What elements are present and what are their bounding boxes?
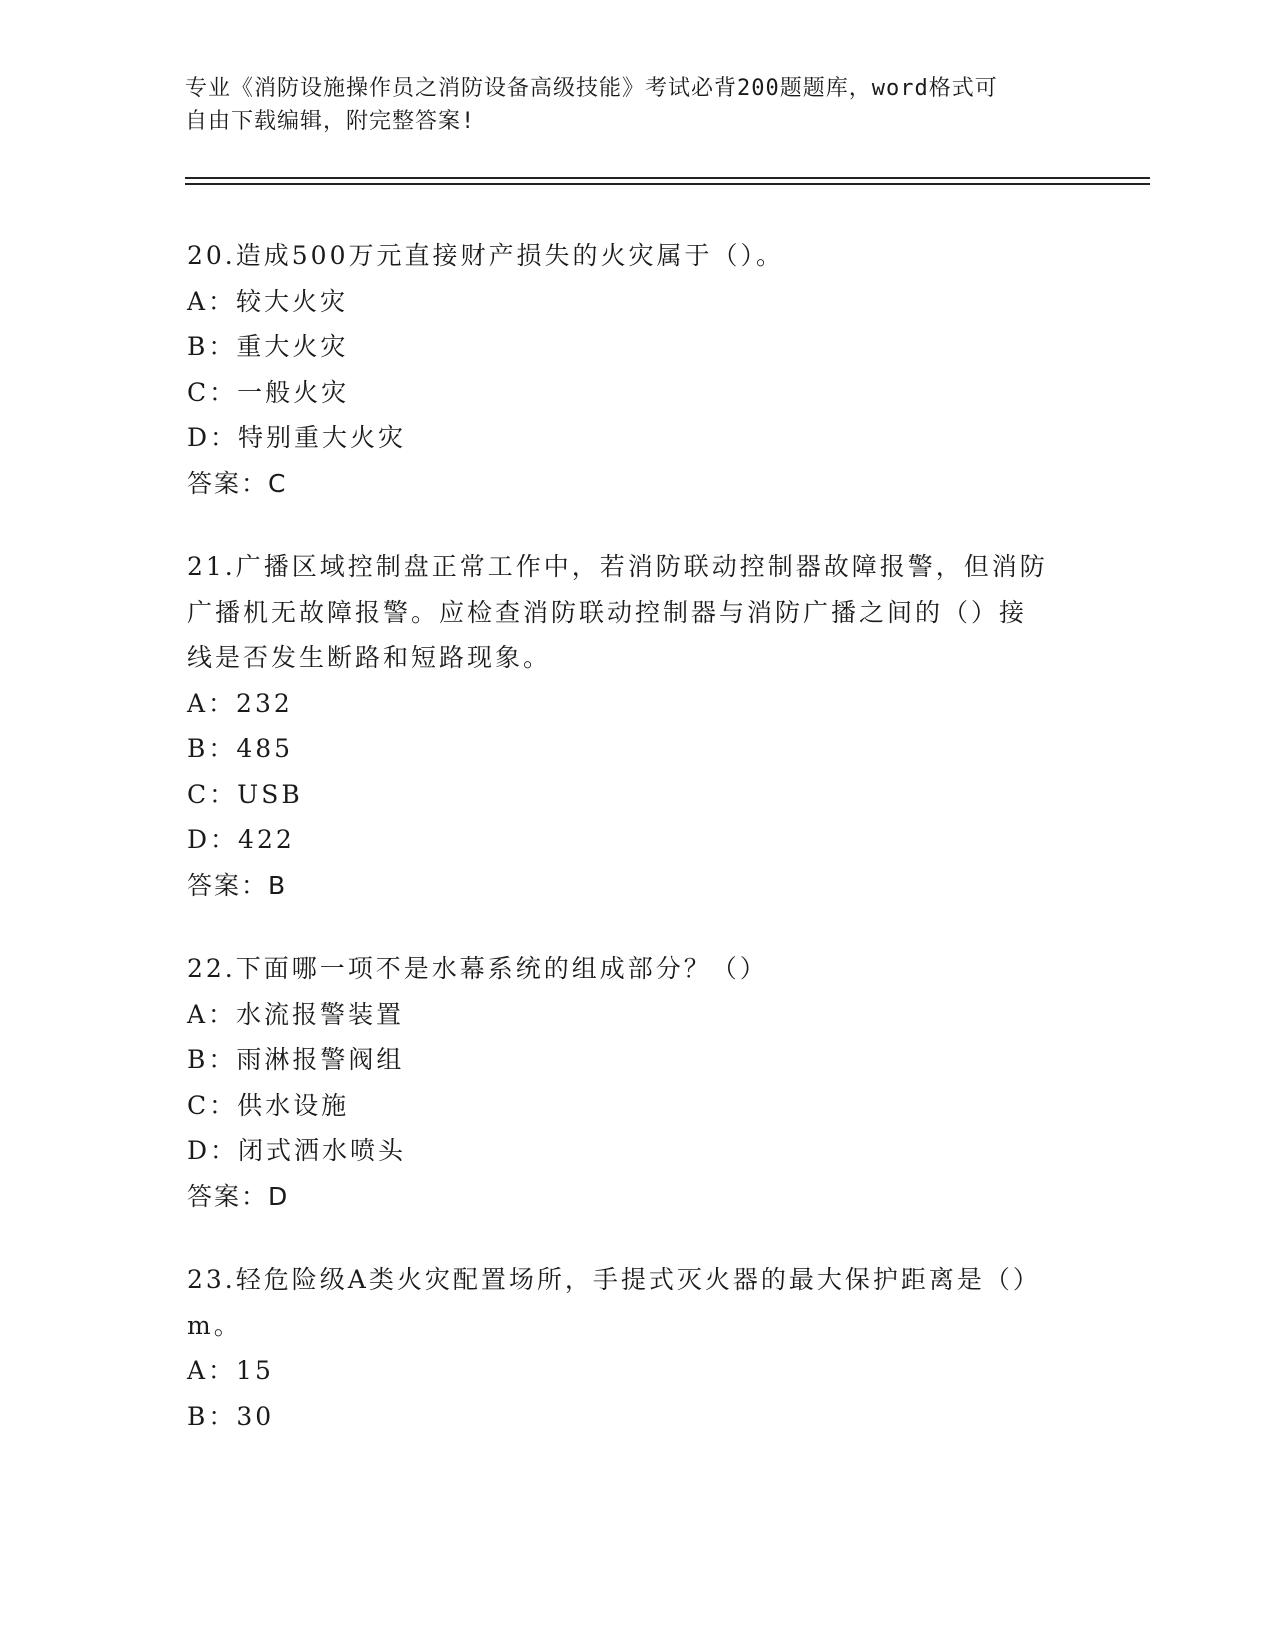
question-stem-line-2: 广播机无故障报警。应检查消防联动控制器与消防广播之间的（）接: [187, 597, 1028, 627]
answer-label: 答案：D: [187, 1181, 290, 1211]
question-20: [187, 233, 1087, 506]
option-b: B：重大火灾: [187, 332, 349, 361]
question-stem-line-1: 21.广播区域控制盘正常工作中，若消防联动控制器故障报警，但消防: [187, 552, 1048, 581]
option-b: B：485: [187, 734, 294, 763]
option-a: A：水流报警装置: [187, 999, 405, 1029]
option-c: C：USB: [187, 779, 303, 809]
option-a: A：232: [187, 688, 293, 718]
option-d: D：闭式洒水喷头: [187, 1136, 407, 1165]
question-stem: 20.造成500万元直接财产损失的火灾属于（）。: [187, 241, 784, 270]
option-b: B：30: [187, 1401, 275, 1431]
question-23: [187, 1257, 1087, 1439]
option-c: C：供水设施: [187, 1090, 350, 1120]
header-line-1: 专业《消防设施操作员之消防设备高级技能》考试必背200题题库，word格式可: [185, 76, 998, 101]
option-b: B：雨淋报警阀组: [187, 1045, 405, 1074]
option-d: D：422: [187, 825, 295, 854]
question-stem-line-1: 23.轻危险级A类火灾配置场所，手提式灭火器的最大保护距离是（）: [187, 1265, 1041, 1294]
header-divider-top: [185, 177, 1150, 179]
question-stem-line-3: 线是否发生断路和短路现象。: [187, 643, 552, 672]
header-divider-bottom: [185, 183, 1150, 185]
question-22: [187, 946, 1087, 1219]
answer-label: 答案：C: [187, 468, 288, 498]
option-a: A：15: [187, 1356, 274, 1385]
question-stem-line-2: m。: [187, 1310, 242, 1340]
question-21: [187, 544, 1087, 908]
question-list: [187, 233, 1087, 1477]
header-line-2: 自由下载编辑，附完整答案!: [185, 109, 476, 134]
document-header: [185, 72, 1065, 138]
option-d: D：特别重大火灾: [187, 423, 407, 452]
option-c: C：一般火灾: [187, 377, 350, 407]
option-a: A：较大火灾: [187, 286, 349, 316]
answer-label: 答案：B: [187, 870, 288, 900]
question-stem: 22.下面哪一项不是水幕系统的组成部分？（）: [187, 954, 768, 983]
